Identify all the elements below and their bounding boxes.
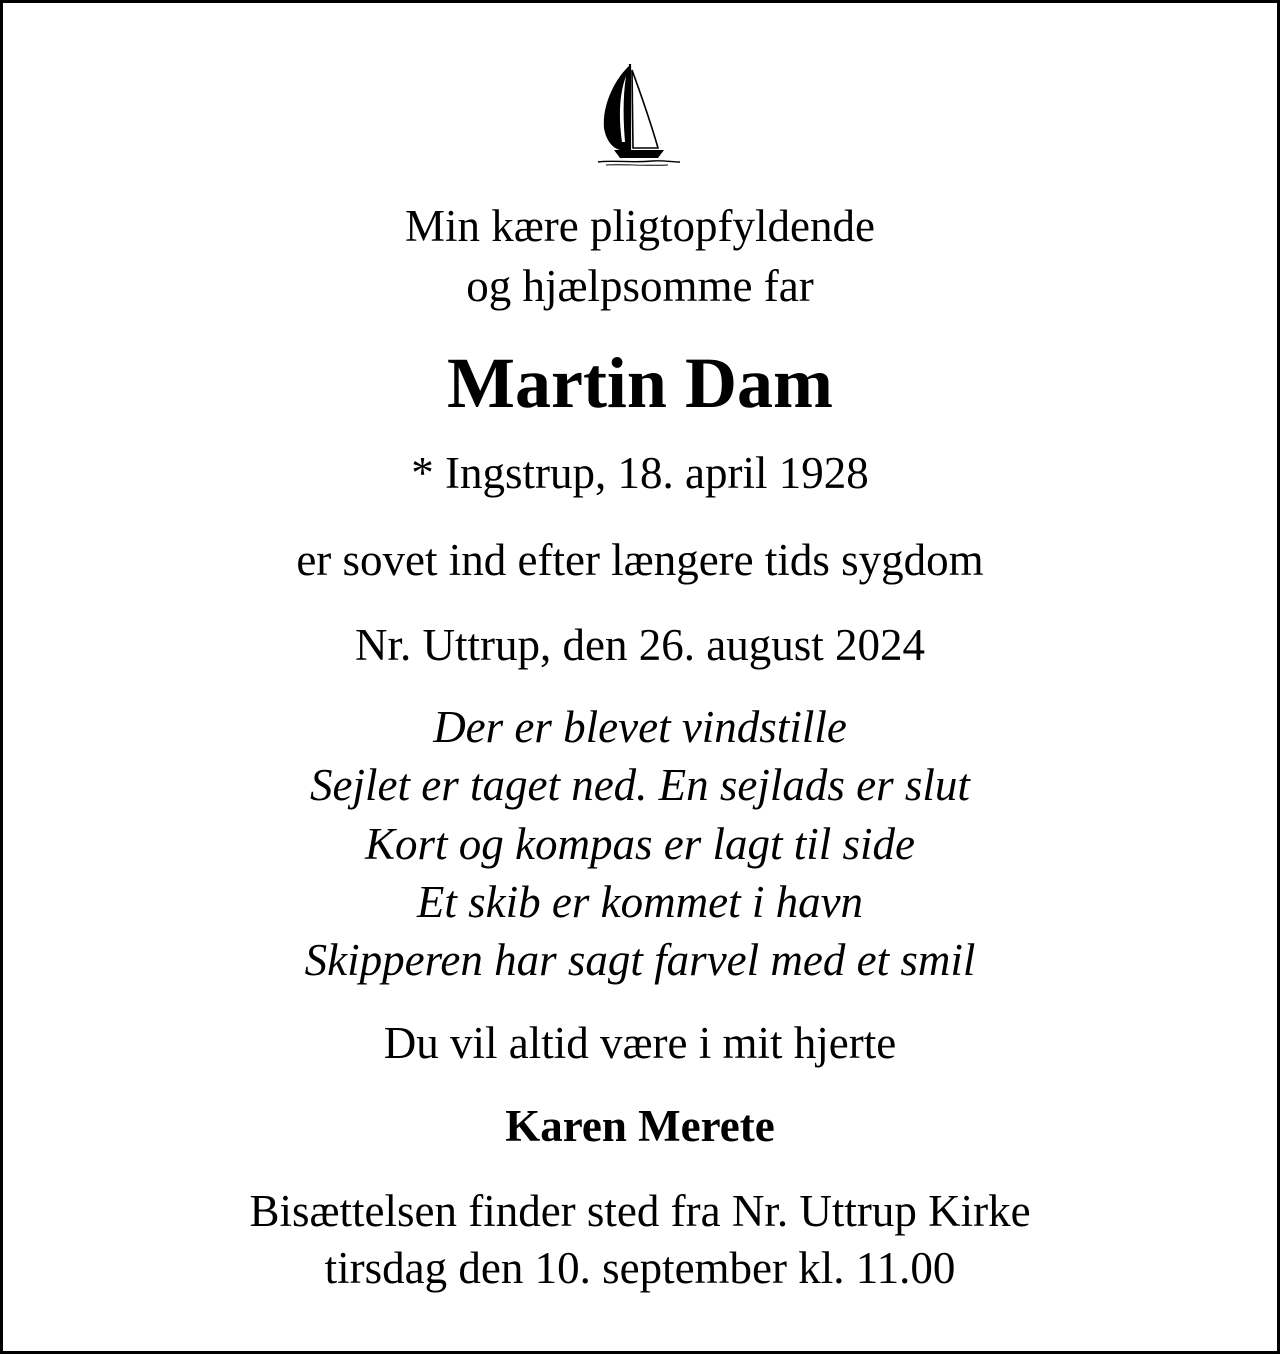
- poem-line-3: Kort og kompas er lagt til side: [365, 819, 915, 869]
- funeral-line-2: tirsdag den 10. september kl. 11.00: [324, 1243, 956, 1293]
- sailboat-icon: [592, 62, 684, 168]
- passing-note: er sovet ind efter længere tids sygdom: [296, 535, 984, 585]
- poem-line-4: Et skib er kommet i havn: [416, 877, 864, 927]
- intro-line-2: og hjælpsomme far: [466, 261, 814, 311]
- farewell-line: Du vil altid være i mit hjerte: [383, 1018, 897, 1068]
- place-date-line: Nr. Uttrup, den 26. august 2024: [355, 620, 925, 670]
- poem-line-5: Skipperen har sagt farvel med et smil: [304, 935, 976, 985]
- birth-line: * Ingstrup, 18. april 1928: [411, 448, 869, 498]
- funeral-line-1: Bisættelsen finder sted fra Nr. Uttrup Kirke: [249, 1186, 1031, 1236]
- poem-line-2: Sejlet er taget ned. En sejlads er slut: [310, 760, 970, 810]
- signer-name: Karen Merete: [505, 1101, 775, 1151]
- poem-line-1: Der er blevet vindstille: [433, 702, 847, 752]
- intro-line-1: Min kære pligtopfyldende: [405, 201, 875, 251]
- deceased-name: Martin Dam: [447, 343, 833, 423]
